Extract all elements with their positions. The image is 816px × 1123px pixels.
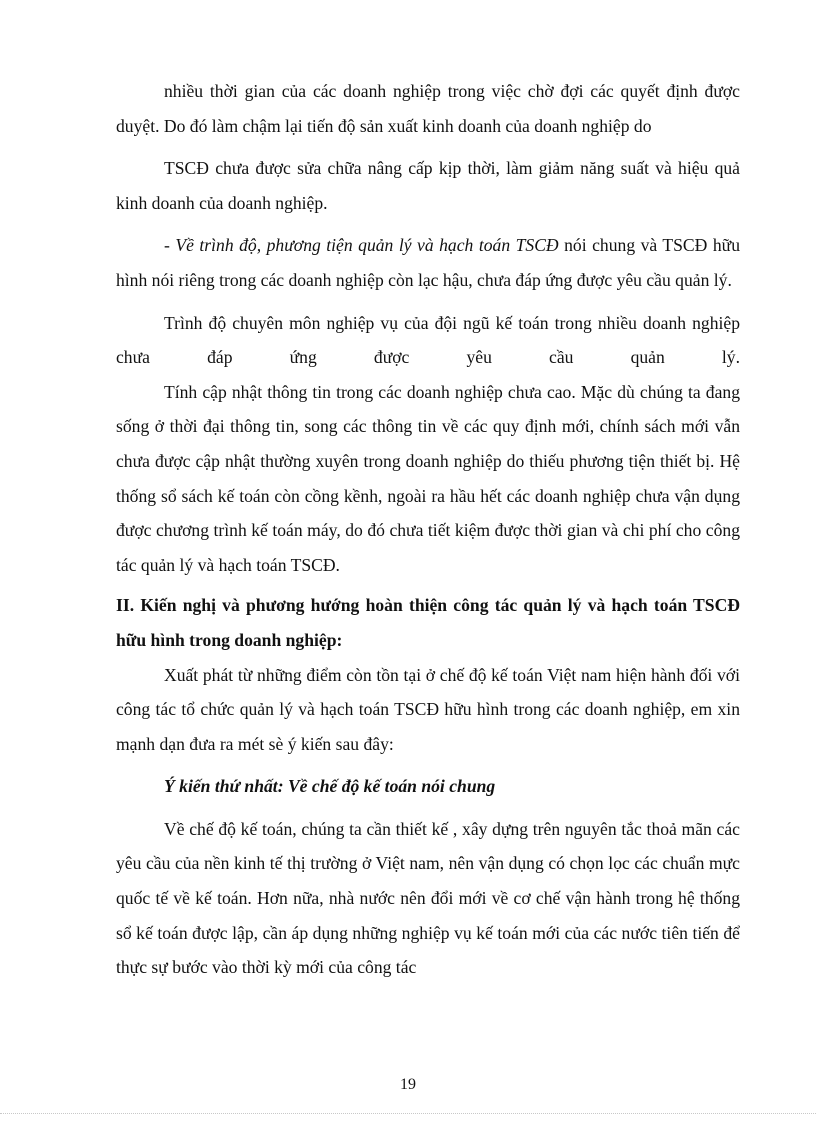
page-bottom-rule <box>0 1113 816 1114</box>
paragraph-3-italic: Về trình độ, phương tiện quản lý và hạch toán TSCĐ <box>175 235 559 256</box>
paragraph-3-rest: nói chung và TSCĐ hữu hình nói riêng trong các doanh nghiệp còn lạc hậu, chưa đáp ứng được yêu cầu quản lý. <box>116 235 740 290</box>
page-body <box>116 74 740 985</box>
section-heading: II. Kiến nghị và phương hướng hoàn thiện công tác quản lý và hạch toán TSCĐ hữu hình trong doanh nghiệp: <box>116 595 740 650</box>
paragraph-3 <box>116 228 740 297</box>
subheading: Ý kiến thứ nhất: Về chế độ kế toán nói chung <box>164 776 496 797</box>
paragraph-4: Trình độ chuyên môn nghiệp vụ của đội ngũ kế toán trong nhiều doanh nghiệp chưa đáp ứng được yêu cầu quản lý. <box>116 312 740 368</box>
paragraph-7: Về chế độ kế toán, chúng ta cần thiết kế , xây dựng trên nguyên tắc thoả mãn các yêu cầu của nền kinh tế thị trường ở Việt nam, nên vận dụng có chọn lọc các chuẩn mực quốc tế về kế toán. Hơn nữa, nhà nước nên đổi mới về cơ chế vận hành trong hệ thống sổ kế toán được lập, cần áp dụng những nghiệp vụ kế toán mới của các nước tiên tiến để thực sự bước vào thời kỳ mới của công tác <box>116 818 740 978</box>
paragraph-3-prefix: - <box>164 235 176 256</box>
paragraph-5: Tính cập nhật thông tin trong các doanh nghiệp chưa cao. Mặc dù chúng ta đang sống ở thời đại thông tin, song các thông tin về các quy định mới, chính sách mới vẫn chưa được cập nhật thường xuyên trong doanh nghiệp do thiếu phương tiện thiết bị. Hệ thống sổ sách kế toán còn cồng kềnh, ngoài ra hầu hết các doanh nghiệp chưa vận dụng được chương trình kế toán máy, do đó chưa tiết kiệm được thời gian và chi phí cho công tác quản lý và hạch toán TSCĐ. <box>116 381 740 575</box>
paragraph-2: TSCĐ chưa được sửa chữa nâng cấp kịp thời, làm giảm năng suất và hiệu quả kinh doanh của doanh nghiệp. <box>116 158 740 213</box>
page-number: 19 <box>400 1076 416 1093</box>
paragraph-6: Xuất phát từ những điểm còn tồn tại ở chế độ kế toán Việt nam hiện hành đối với công tác tổ chức quản lý và hạch toán TSCĐ hữu hình trong các doanh nghiệp, em xin mạnh dạn đưa ra mét sè ý kiến sau đây: <box>116 664 740 754</box>
paragraph-1: nhiều thời gian của các doanh nghiệp trong việc chờ đợi các quyết định được duyệt. Do đó làm chậm lại tiến độ sản xuất kinh doanh của doanh nghiệp do <box>116 81 740 136</box>
